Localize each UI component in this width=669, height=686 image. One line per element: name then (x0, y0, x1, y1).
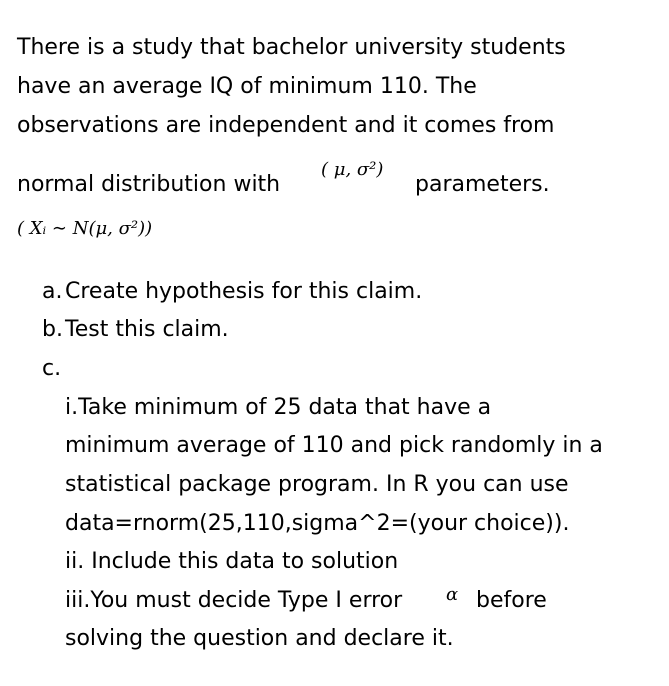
alpha-symbol: α (446, 584, 459, 605)
subitem-i-line-4: data=rnorm(25,110,sigma^2=(your choice)). (65, 511, 570, 536)
subitem-iii-suffix: before (476, 588, 547, 613)
intro-line-1: There is a study that bachelor university students (17, 35, 566, 60)
subitem-iii-prefix: iii.You must decide Type I error (65, 588, 403, 613)
item-a-marker: a. (42, 279, 63, 304)
intro-line-4-prefix: normal distribution with (17, 172, 281, 197)
item-a-text: Create hypothesis for this claim. (65, 279, 423, 304)
subitem-iii-line-2: solving the question and declare it. (65, 626, 454, 651)
intro-line-3: observations are independent and it comes from (17, 113, 555, 138)
distribution-math: ( Xᵢ ∼ N(μ, σ²)) (17, 218, 153, 239)
parameters-math: ( μ, σ²) (321, 159, 384, 180)
subitem-i-line-3: statistical package program. In R you can use (65, 472, 569, 497)
subitem-i-line-1: i.Take minimum of 25 data that have a (65, 395, 492, 420)
item-b-marker: b. (42, 317, 63, 342)
item-c-marker: c. (42, 356, 62, 381)
intro-line-4-suffix: parameters. (415, 172, 550, 197)
item-b-text: Test this claim. (65, 317, 229, 342)
intro-line-2: have an average IQ of minimum 110. The (17, 74, 477, 99)
subitem-i-line-2: minimum average of 110 and pick randomly in a (65, 433, 603, 458)
subitem-ii: ii. Include this data to solution (65, 549, 399, 574)
